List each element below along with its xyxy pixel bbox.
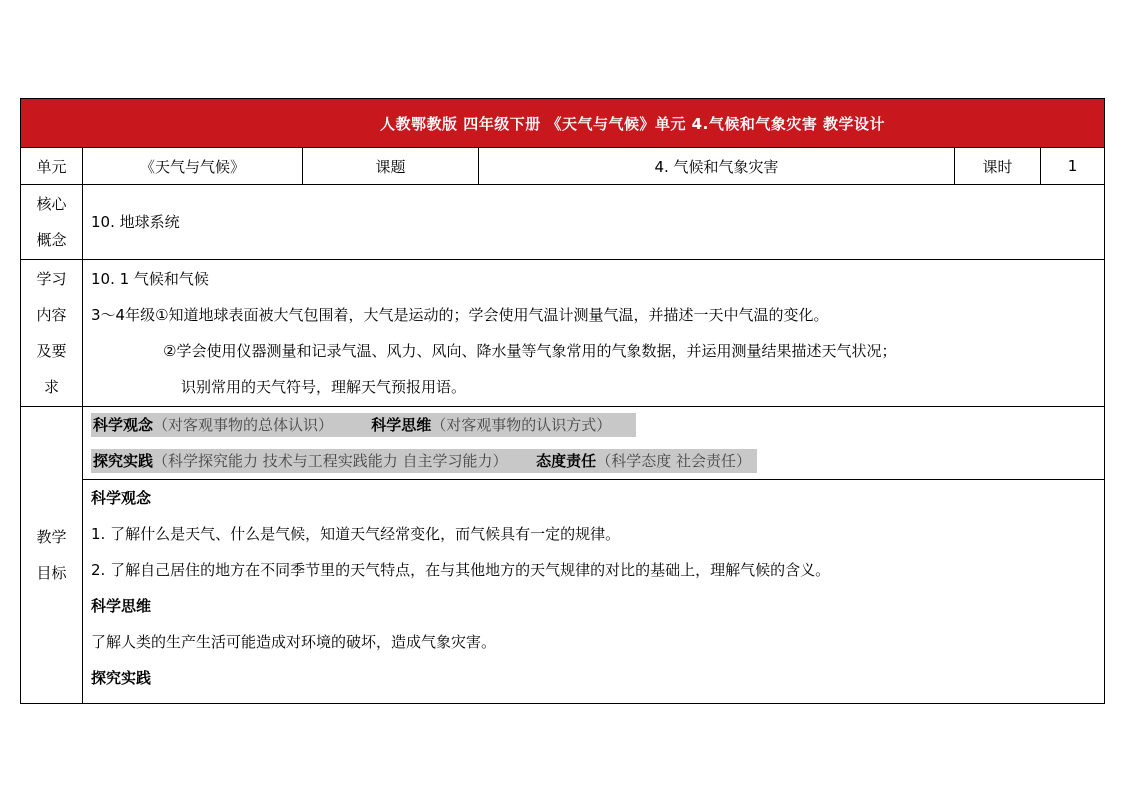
requirement-line: 10. 1 气候和气候 bbox=[91, 270, 209, 288]
topic-value: 4. 气候和气象灾害 bbox=[479, 148, 955, 185]
requirement-line: ②学会使用仪器测量和记录气温、风力、风向、降水量等气象常用的气象数据，并运用测量结果描述天气状况； bbox=[163, 342, 897, 360]
lesson-plan-table bbox=[20, 98, 1105, 704]
objectives-row bbox=[21, 407, 1105, 704]
period-label: 课时 bbox=[955, 148, 1041, 185]
objectives-content bbox=[83, 407, 1105, 704]
requirement-line: 识别常用的天气符号，理解天气预报用语。 bbox=[181, 378, 467, 396]
requirements-content bbox=[83, 260, 1105, 407]
objective-tag: 科学观念（对客观事物的总体认识） 科学思维（对客观事物的认识方式） bbox=[91, 413, 636, 437]
section-title: 科学观念 bbox=[91, 489, 152, 507]
section-title: 科学思维 bbox=[91, 597, 152, 615]
unit-label: 单元 bbox=[21, 148, 83, 185]
objective-item: 1. 了解什么是天气、什么是气候，知道天气经常变化，而气候具有一定的规律。 bbox=[91, 525, 621, 543]
core-concept-row bbox=[21, 185, 1105, 260]
objective-tags-row-1 bbox=[91, 407, 1100, 443]
table-title bbox=[21, 99, 1105, 148]
info-row bbox=[21, 148, 1105, 185]
requirements-label: 学习 内容 及要 求 bbox=[21, 260, 83, 407]
requirement-line: 3～4年级①知道地球表面被大气包围着，大气是运动的；学会使用气温计测量气温，并描述一天中气温的变化。 bbox=[91, 306, 829, 324]
objective-tags-row-2 bbox=[91, 443, 1100, 479]
objective-tag: 探究实践（科学探究能力 技术与工程实践能力 自主学习能力） 态度责任（科学态度 社会责任） bbox=[91, 449, 757, 473]
section-title: 探究实践 bbox=[91, 669, 152, 687]
requirements-row bbox=[21, 260, 1105, 407]
unit-value: 《天气与气候》 bbox=[83, 148, 303, 185]
objectives-label: 教学 目标 bbox=[21, 407, 83, 704]
core-concept-value: 10. 地球系统 bbox=[83, 185, 1105, 260]
objective-item: 了解人类的生产生活可能造成对环境的破坏，造成气象灾害。 bbox=[91, 633, 497, 651]
topic-label: 课题 bbox=[303, 148, 479, 185]
title-text: 人教鄂教版 四年级下册 《天气与气候》单元 4.气候和气象灾害 教学设计 bbox=[380, 114, 886, 133]
core-concept-label: 核心 概念 bbox=[21, 185, 83, 260]
objective-item: 2. 了解自己居住的地方在不同季节里的天气特点，在与其他地方的天气规律的对比的基础上，理解气候的含义。 bbox=[91, 561, 831, 579]
period-value: 1 bbox=[1041, 148, 1105, 185]
